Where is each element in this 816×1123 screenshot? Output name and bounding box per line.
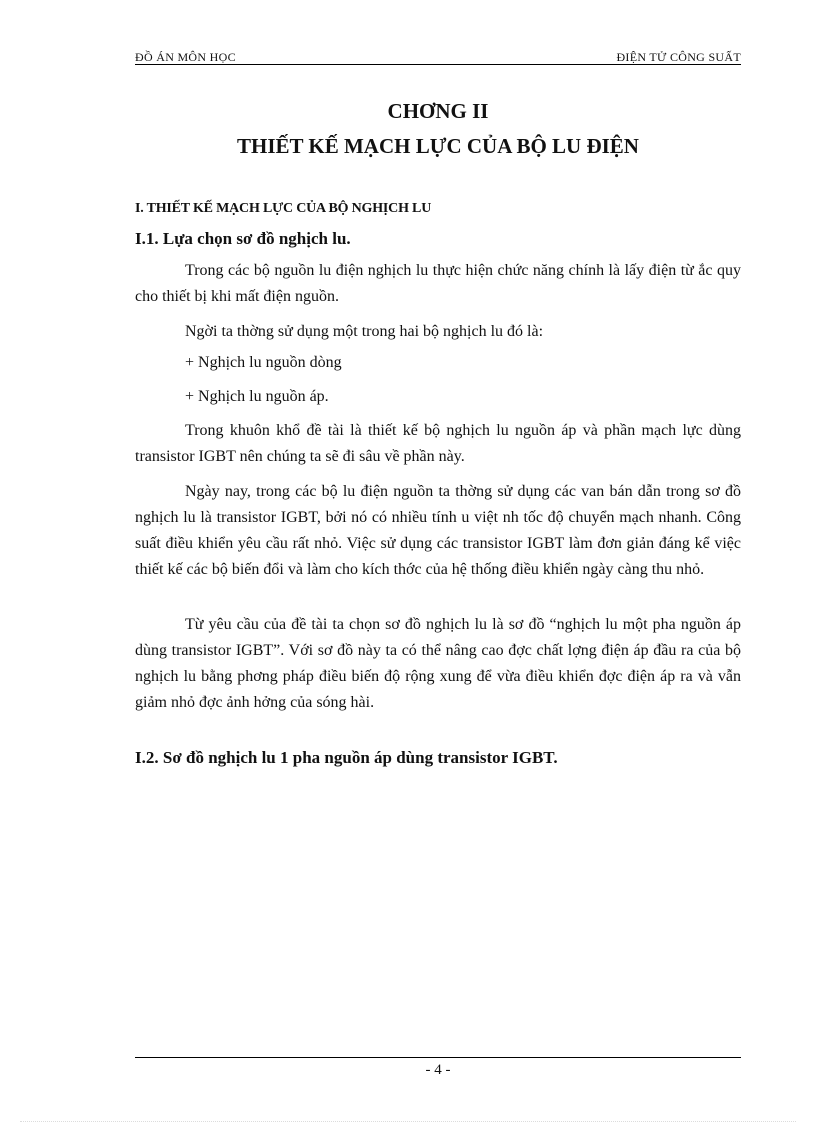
section-heading: I. THIẾT KẾ MẠCH LỰC CỦA BỘ NGHỊCH LU <box>135 201 432 216</box>
paragraph-1: Trong các bộ nguồn lu điện nghịch lu thực hiện chức năng chính là lấy điện từ ắc quy cho thiết bị khi mất điện nguồn. <box>135 262 741 305</box>
paragraph-3: Trong khuôn khổ đề tài là thiết kế bộ nghịch lu nguồn áp và phần mạch lực dùng transistor IGBT nên chúng ta sẽ đi sâu về phần này. <box>135 422 741 465</box>
header-left-text: ĐỒ ÁN MÔN HỌC <box>135 50 236 64</box>
paragraph-4: Ngày nay, trong các bộ lu điện nguồn ta thờng sử dụng các van bán dẫn trong sơ đồ nghịch lu là transistor IGBT, bởi nó có nhiều tính u việt nh tốc độ chuyển mạch nhanh. Công suất điều khiển yêu cầu rất nhỏ. Việc sử dụng các transistor IGBT làm đơn giản đáng kể việc thiết kế các bộ biến đổi và làm cho kích thớc của hệ thống điều khiển ngày càng thu nhỏ. <box>135 483 741 578</box>
footer-rule <box>135 1057 741 1058</box>
list-item-voltage-source: + Nghịch lu nguồn áp. <box>185 388 329 405</box>
chapter-subtitle: THIẾT KẾ MẠCH LỰC CỦA BỘ LU ĐIỆN <box>237 134 639 158</box>
page-number: - 4 - <box>425 1062 451 1078</box>
paragraph-2: Ngời ta thờng sử dụng một trong hai bộ nghịch lu đó là: <box>185 323 544 340</box>
subsection-heading-1: I.1. Lựa chọn sơ đồ nghịch lu. <box>135 229 351 248</box>
header-right-text: ĐIỆN TỬ CÔNG SUẤT <box>616 50 741 64</box>
subsection-heading-2: I.2. Sơ đồ nghịch lu 1 pha nguồn áp dùng transistor IGBT. <box>135 748 558 767</box>
list-item-current-source: + Nghịch lu nguồn dòng <box>185 354 342 371</box>
page-header <box>135 50 741 65</box>
paragraph-5: Từ yêu cầu của đề tài ta chọn sơ đồ nghịch lu là sơ đồ “nghịch lu một pha nguồn áp dùng transistor IGBT”. Với sơ đồ này ta có thể nâng cao đợc chất lợng điện áp đầu ra của bộ nghịch lu bằng phơng pháp điều biến độ rộng xung để vừa điều khiển đợc điện áp ra và vẫn giảm nhỏ đợc ảnh hởng của sóng hài. <box>135 616 741 711</box>
chapter-title: CHƠNG II <box>387 99 489 123</box>
page-edge-divider <box>20 1121 796 1122</box>
